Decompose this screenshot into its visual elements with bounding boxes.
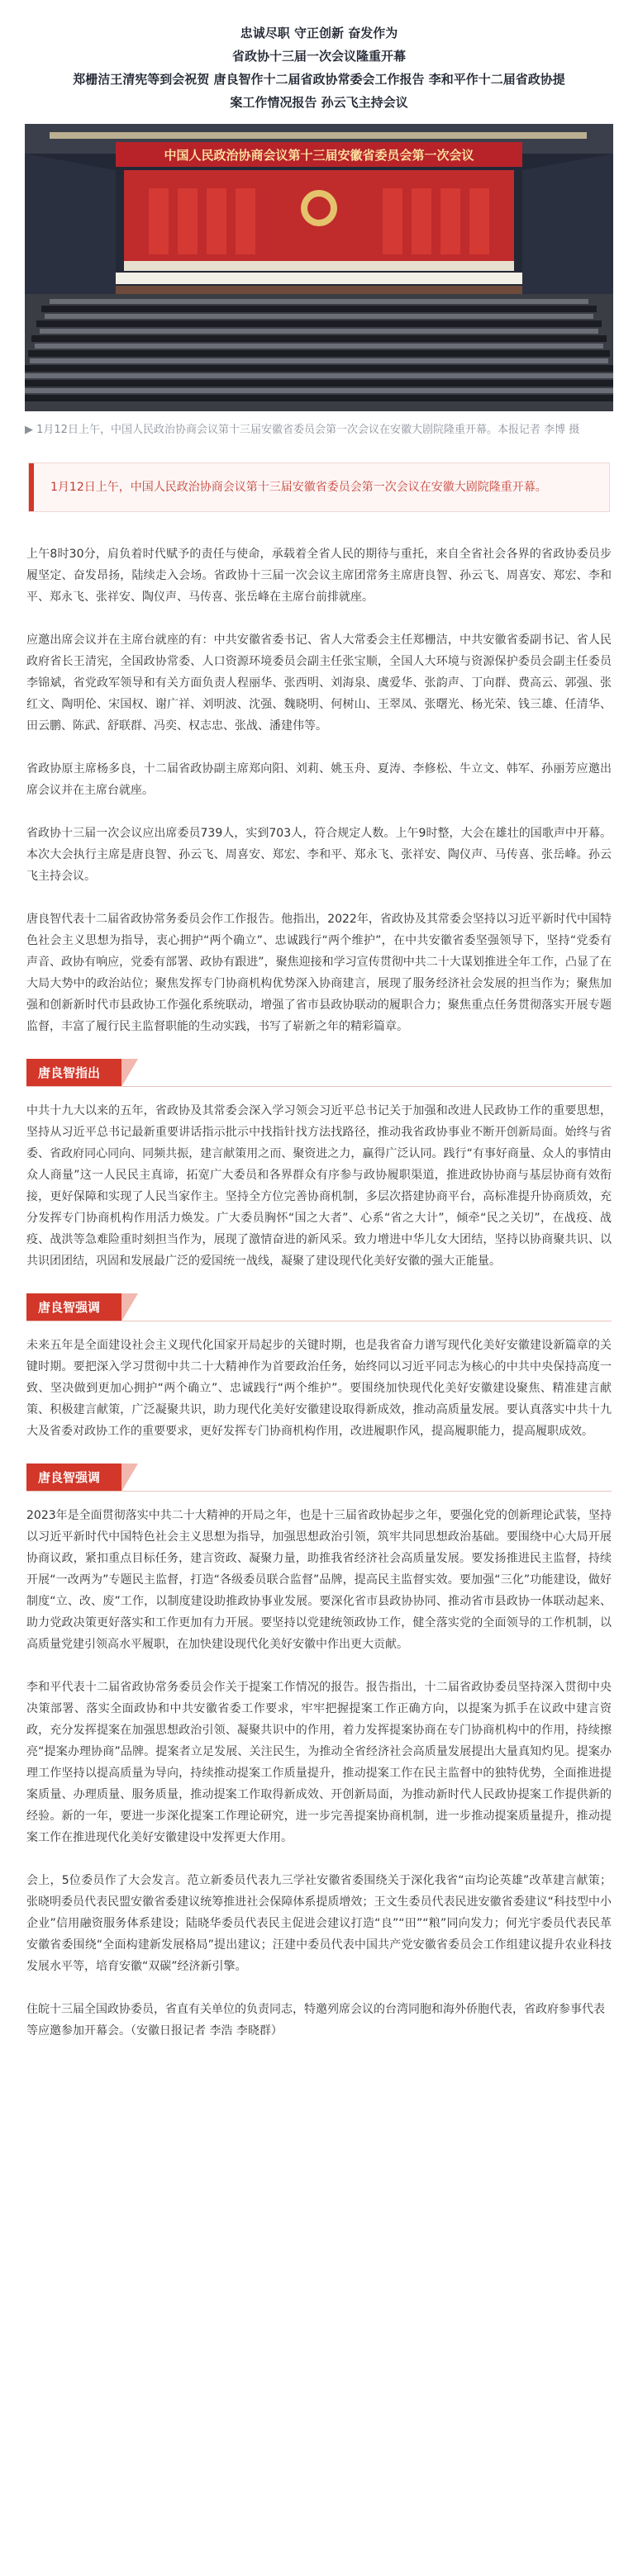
paragraph-8: 2023年是全面贯彻落实中共二十大精神的开局之年，也是十三届省政协起步之年，要强化党的创新理论武装，坚持以习近平新时代中国特色社会主义思想为指导，加强思想政治引领，筑牢共同思想政治基础。要围绕中心大局开展协商议政，紧扣重点目标任务，建言资政、凝聚力量，助推我省经济社会高质量发展。要发扬推进民主监督，持续开展“一改两为”专题民主监督，打造“各级委员联合监督”品牌，提高民主监督实效。要加强“三化”功能建设，做好制度“立、改、废”工作，以制度建设助推政协事业发展。要深化省市县政协协同、推动省市县政协一体联动起来、助力党政决策更好落实和工作更加有力开展。要坚持以党建统领政协工作，健全落实党的全面领导的工作机制，以高质量党建引领高水平履职，在加快建设现代化美好安徽中作出更大贡献。 [26,1509,612,1651]
headline-line-3: 郑栅洁王清宪等到会祝贺 唐良智作十二届省政协常委会工作报告 李和平作十二届省政协提 [73,72,565,87]
paragraph-9: 李和平代表十二届省政协常务委员会作关于提案工作情况的报告。报告指出，十二届省政协委员坚持深入贯彻中央决策部署、落实全面政协和中共安徽省委工作要求，牢牢把握提案工作正确方向，以提案为抓手在议政中建言资政，充分发挥提案在加强思想政治引领、凝聚共识中的作用，着力发挥提案协商在专门协商机构中的作用，持续擦亮“提案办理协商”品牌。提案者立足发展、关注民生，为推动全省经济社会高质量发展提出大量真知灼见。提案办理工作坚持以提高质量为导向，持续推动提案工作质量提升，推动提案工作在民主监督中的独特优势，全面推进提案质量、办理质量、服务质量，推动提案工作取得新成效、开创新局面，为推动新时代人民政协提案工作提供新的经验。新的一年，要进一步深化提案工作理论研究，进一步完善提案协商机制，进一步推动提案质量提升，推动提案工作在推进现代化美好安徽建设中发挥更大作用。 [26,1681,612,1844]
section-tag-1: 唐良智指出 [26,1059,121,1087]
conference-hall-illustration [25,124,613,411]
paragraph-2: 应邀出席会议并在主席台就座的有：中共安徽省委书记、省人大常委会主任郑栅洁，中共安徽省委副书记、省人民政府省长王清宪，全国政协常委、人口资源环境委员会副主任张宝顺，全国人大环境与资源保护委员会副主任委员李锦斌，省党政军领导和有关方面负责人程丽华、张西明、刘海泉、虞爱华、张韵声、丁向群、费高云、郭强、张红文、陶明伦、宋国权、谢广祥、刘明波、沈强、魏晓明、何树山、王翠凤、张曙光、杨光荣、钱三雄、任清华、田云鹏、陈武、舒联群、冯奕、权志忠、张战、潘建伟等。 [26,633,612,733]
paragraph-1: 上午8时30分，肩负着时代赋予的责任与使命，承载着全省人民的期待与重托，来自全省社会各界的省政协委员步履坚定、奋发昂扬，陆续走入会场。省政协十三届一次会议主席团常务主席唐良智、孙云飞、周喜安、郑宏、李和平、郑永飞、张祥安、陶仪声、马传喜、张岳峰在主席台前排就座。 [26,548,612,604]
section-divider-3 [26,1491,612,1492]
section-divider-1 [26,1086,612,1087]
section-header-2 [26,1293,612,1321]
paragraph-5: 唐良智代表十二届省政协常务委员会作工作报告。他指出，2022年，省政协及其常委会坚持以习近平新时代中国特色社会主义思想为指导，衷心拥护“两个确立”、忠诚践行“两个维护”，在中共安徽省委坚强领导下，坚持“党委有声音、政协有响应，党委有部署、政协有跟进”，聚焦迎接和学习宣传贯彻中共二十大谋划推进全年工作，凸显了在大局大势中的政治站位；聚焦发挥专门协商机构优势深入协商建言，展现了服务经济社会发展的担当作为；聚焦加强和创新新时代市县政协工作强化系统联动，增强了省市县政协联动的履职合力；聚焦重点任务贯彻落实开展专题监督，丰富了履行民主监督职能的生动实践，书写了崭新之年的精彩篇章。 [26,913,612,1033]
section-header-3 [26,1464,612,1492]
lead-callout-text: 1月12日上午，中国人民政治协商会议第十三届安徽省委员会第一次会议在安徽大剧院隆重开幕。 [50,481,547,494]
section-tag-3: 唐良智强调 [26,1464,121,1492]
paragraph-4: 省政协十三届一次会议应出席委员739人，实到703人，符合规定人数。上午9时整，大会在雄壮的国歌声中开幕。本次大会执行主席是唐良智、孙云飞、周喜安、郑宏、李和平、郑永飞、张祥安、陶仪声、马传喜、张岳峰。孙云飞主持会议。 [26,827,612,883]
headline-line-2: 省政协十三届一次会议隆重开幕 [231,49,406,64]
paragraph-7: 未来五年是全面建设社会主义现代化国家开局起步的关键时期，也是我省奋力谱写现代化美好安徽建设新篇章的关键时期。要把深入学习贯彻中共二十大精神作为首要政治任务，始终同以习近平同志为核心的中共中央保持高度一致、坚决做到更加心拥护“两个确立”、忠诚践行“两个维护”。要围绕加快现代化美好安徽建设聚焦、精准建言献策、积极建言献策，广泛凝聚共识，助力现代化美好安徽建设取得新成效，推动高质量发展。要认真落实中共十九大及省委对政协工作的重要要求，更好发挥专门协商机构作用，改进履职作风，提高履职能力，提高履职成效。 [26,1339,612,1438]
section-tag-2: 唐良智强调 [26,1293,121,1321]
paragraph-3: 省政协原主席杨多良，十二届省政协副主席郑向阳、刘莉、姚玉舟、夏涛、李修松、牛立文、韩军、孙丽芳应邀出席会议并在主席台就座。 [26,762,612,797]
lead-callout [28,463,610,512]
photo-caption: ▶ 1月12日上午，中国人民政治协商会议第十三届安徽省委员会第一次会议在安徽大剧院隆重开幕。本报记者 李博 摄 [25,424,580,436]
section-header-1 [26,1059,612,1087]
paragraph-10: 会上，5位委员作了大会发言。范立新委员代表九三学社安徽省委围绕关于深化我省“亩均论英雄”改革建言献策；张晓明委员代表民盟安徽省委建议统筹推进社会保障体系提质增效；王文生委员代表民进安徽省委建议“科技型中小企业”信用融资服务体系建设；陆晓华委员代表民主促进会建议打造“良”“田”“粮”同向发力；何光宇委员代表民革安徽省委围绕“全面构建新发展格局”提出建议；汪建中委员代表中国共产党安徽省委员会工作组建议提升农业科技发展水平等，培育安徽“双碳”经济新引擎。 [26,1874,612,1973]
headline-line-1: 忠诚尽职 守正创新 奋发作为 [240,26,398,40]
banner-text: 中国人民政治协商会议第十三届安徽省委员会第一次会议 [164,148,474,163]
paragraph-6: 中共十九大以来的五年，省政协及其常委会深入学习领会习近平总书记关于加强和改进人民政协工作的重要思想，坚持从习近平总书记最新重要讲话指示批示中找指针找方法找路径，推动我省政协事业不断开创新局面。始终与省委、省政府同心同向、同频共振，建言献策用之而、聚资进之力，赢得广泛认同。践行“有事好商量、众人的事情由众人商量”这一人民民主真谛，拓宽广大委员和各界群众有序参与政协履职渠道，推进政协协商与基层协商有效衔接，更好保障和实现了人民当家作主。坚持全方位完善协商机制，多层次搭建协商平台，高标准提升协商质效，充分发挥专门协商机构作用活力焕发。广大委员胸怀“国之大者”、心系“省之大计”，倾牵“民之关切”，在战疫、战疫、战洪等急难险重时刻担当作为，展现了激情奋进的新风采。致力增进中华儿女大团结，坚持以协商聚共识、以共识团团结，巩固和发展最广泛的爱国统一战线，凝聚了建设现代化美好安徽的强大正能量。 [26,1104,612,1268]
headline-line-4: 案工作情况报告 孙云飞主持会议 [230,95,408,110]
signoff-paragraph: 住皖十三届全国政协委员，省直有关单位的负责同志，特邀列席会议的台湾同胞和海外侨胞代表，省政府参事代表等应邀参加开幕会。（安徽日报记者 李浩 李晓群） [26,2003,605,2038]
conference-hall-photo [25,124,613,411]
